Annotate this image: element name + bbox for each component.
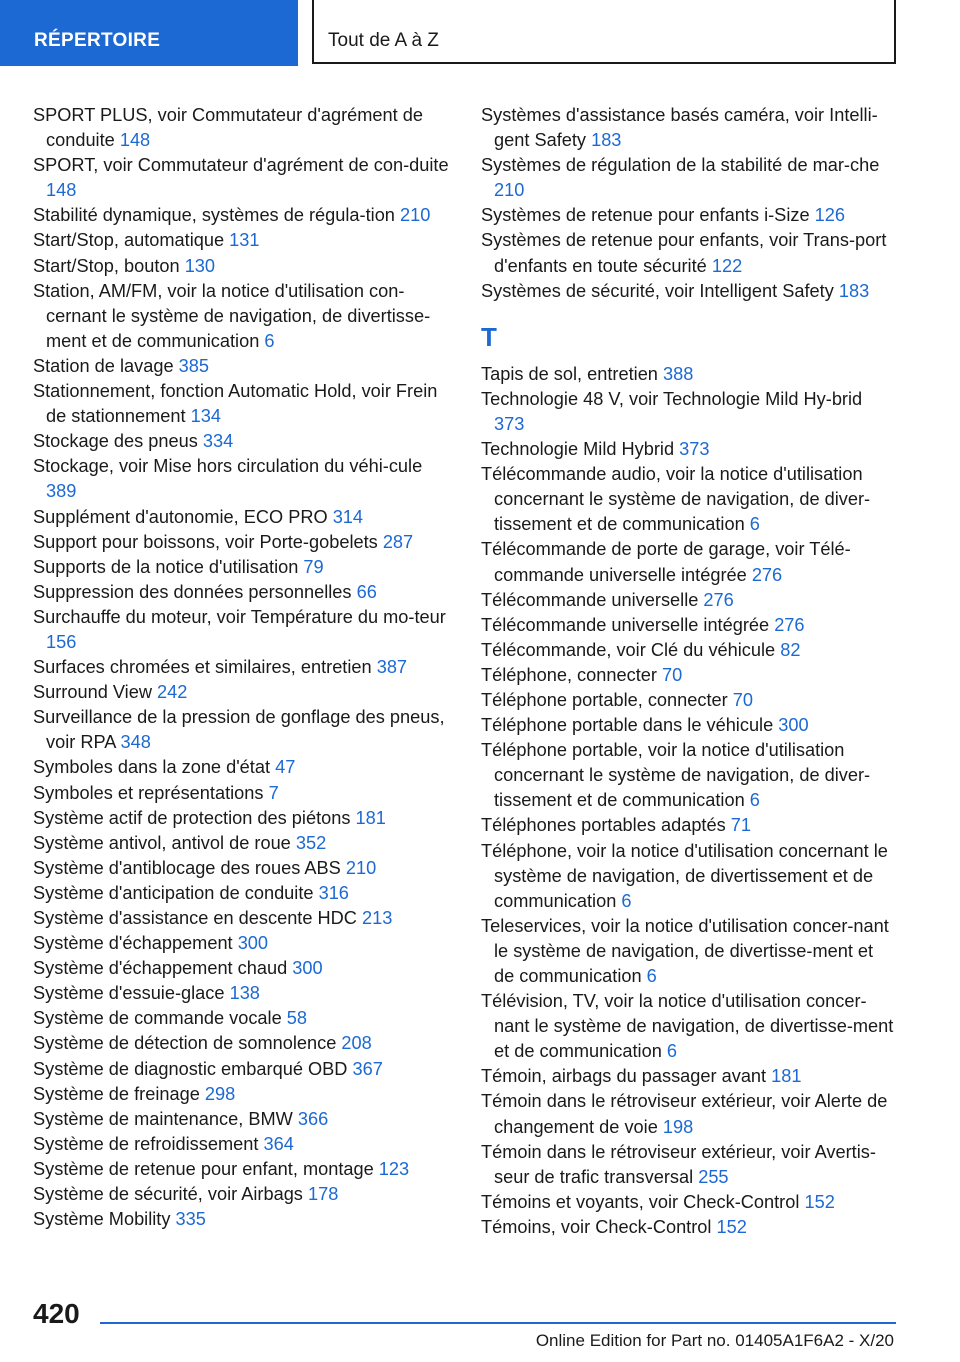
entry-term: Systèmes de régulation de la stabilité de mar-che <box>481 155 880 176</box>
index-entry <box>481 738 897 813</box>
page-link[interactable]: 7 <box>268 782 279 803</box>
entry-term: Témoin dans le rétroviseur extérieur, voir Alerte de changement de voie <box>481 1091 888 1137</box>
page-number: 420 <box>33 1298 80 1329</box>
page-link[interactable]: 348 <box>120 732 151 753</box>
entry-term: Système de maintenance, BMW <box>33 1108 293 1129</box>
entry-term: Surveillance de la pression de gonflage des pneus, voir RPA <box>33 707 445 753</box>
entry-term: Télévision, TV, voir la notice d'utilisation concer-nant le système de navigation, de divertisse-ment et de communication <box>481 991 894 1062</box>
page-link[interactable]: 314 <box>332 506 364 527</box>
entry-term: Système Mobility <box>33 1209 171 1230</box>
entry-term: Technologie 48 V, voir Technologie Mild Hy-brid <box>481 388 863 409</box>
entry-term: Téléphone portable dans le véhicule <box>481 715 774 736</box>
entry-term: Système d'échappement <box>33 933 233 954</box>
page-link[interactable]: 183 <box>591 130 622 151</box>
entry-term: Stationnement, fonction Automatic Hold, voir Frein de stationnement <box>33 381 438 427</box>
letter-heading: T <box>481 321 497 352</box>
index-entry <box>33 1006 453 1031</box>
entry-term: Systèmes de retenue pour enfants, voir Trans-port d'enfants en toute sécurité <box>481 230 887 276</box>
index-entry <box>481 203 897 228</box>
index-entry <box>481 1215 897 1240</box>
page-link[interactable]: 6 <box>621 890 632 911</box>
page-link[interactable]: 130 <box>184 255 216 276</box>
page-link[interactable]: 389 <box>46 481 77 502</box>
entry-term: Stockage des pneus <box>33 431 198 452</box>
page-link[interactable]: 276 <box>751 564 783 585</box>
index-entry <box>33 1132 453 1157</box>
entry-term: Téléphone portable, connecter <box>481 689 728 710</box>
page-link[interactable]: 335 <box>175 1209 206 1230</box>
index-entry <box>33 831 453 856</box>
page-link[interactable]: 6 <box>264 330 275 351</box>
page-link[interactable]: 181 <box>355 807 386 828</box>
page-link[interactable]: 385 <box>178 355 209 376</box>
index-entry <box>33 755 453 780</box>
footer-divider <box>100 1322 896 1324</box>
index-entry <box>33 555 453 580</box>
index-entry <box>481 1064 897 1089</box>
index-group-t <box>481 362 897 1240</box>
entry-term: Système d'échappement chaud <box>33 958 288 979</box>
page-link[interactable]: 300 <box>292 958 323 979</box>
index-entry <box>481 462 897 537</box>
index-entry <box>33 956 453 981</box>
page-link[interactable]: 178 <box>307 1184 339 1205</box>
index-entry <box>481 688 897 713</box>
index-entry <box>33 1182 453 1207</box>
index-entry <box>33 580 453 605</box>
page-link[interactable]: 134 <box>190 406 221 427</box>
index-entry <box>33 505 453 530</box>
page-link[interactable]: 126 <box>814 205 845 226</box>
entry-term: Système d'assistance en descente HDC <box>33 908 357 928</box>
entry-term: Système d'antiblocage des roues ABS <box>33 857 341 878</box>
entry-term: Système de freinage <box>33 1083 200 1104</box>
index-entry <box>481 914 897 989</box>
index-entry <box>33 1057 453 1082</box>
entry-term: Surfaces chromées et similaires, entretien <box>33 657 372 678</box>
index-entry <box>33 153 453 203</box>
entry-term: Téléphone, connecter <box>481 664 657 685</box>
index-entry <box>33 103 453 153</box>
page-header <box>0 0 960 66</box>
entry-term: Système de retenue pour enfant, montage <box>33 1158 374 1179</box>
chapter-title: Tout de A à Z <box>312 0 896 64</box>
index-entry <box>481 103 897 153</box>
page-link[interactable]: 152 <box>804 1191 835 1212</box>
page-link[interactable]: 300 <box>237 933 269 954</box>
index-entry <box>481 638 897 663</box>
entry-term: Support pour boissons, voir Porte-gobelets <box>33 531 378 552</box>
page-link[interactable]: 82 <box>780 639 801 660</box>
index-entry <box>33 931 453 956</box>
index-entry <box>33 1082 453 1107</box>
page-link[interactable]: 367 <box>352 1058 383 1079</box>
index-entry <box>33 655 453 680</box>
entry-term: Témoins, voir Check-Control <box>481 1216 712 1237</box>
page-link[interactable]: 352 <box>295 832 327 853</box>
index-entry <box>481 1190 897 1215</box>
entry-term: Start/Stop, automatique <box>33 230 225 251</box>
page-link[interactable]: 316 <box>318 882 349 903</box>
index-entry <box>33 705 453 755</box>
page-link[interactable]: 387 <box>376 657 408 678</box>
page-link[interactable]: 210 <box>345 857 377 878</box>
page-link[interactable]: 6 <box>666 1041 678 1062</box>
index-entry <box>33 254 453 279</box>
page-link[interactable]: 300 <box>778 715 809 736</box>
index-entry <box>481 153 897 203</box>
page-link[interactable]: 156 <box>46 631 77 652</box>
entry-term: Suppression des données personnelles <box>33 581 352 602</box>
entry-term: Système de commande vocale <box>33 1008 282 1029</box>
index-entry <box>33 530 453 555</box>
entry-term: Teleservices, voir la notice d'utilisation concer-nant le système de navigation, de divertisse-ment et de communication <box>481 915 889 986</box>
page-link[interactable]: 123 <box>378 1158 410 1179</box>
page-link[interactable]: 6 <box>749 790 760 811</box>
entry-term: SPORT, voir Commutateur d'agrément de con-duite <box>33 155 449 176</box>
section-tab: RÉPERTOIRE <box>0 0 298 66</box>
entry-term: Télécommande universelle intégrée <box>481 614 770 635</box>
index-entry <box>481 1089 897 1139</box>
page-link[interactable]: 373 <box>679 439 710 460</box>
page-link[interactable]: 148 <box>46 180 77 201</box>
index-entry <box>481 663 897 688</box>
index-entry <box>33 906 453 931</box>
index-entry <box>33 379 453 429</box>
index-entry <box>481 537 897 587</box>
entry-term: Start/Stop, bouton <box>33 255 180 276</box>
page-link[interactable]: 131 <box>229 230 260 251</box>
index-entry <box>481 813 897 838</box>
index-entry <box>33 1107 453 1132</box>
entry-term: Système de refroidissement <box>33 1133 259 1154</box>
entry-term: Stockage, voir Mise hors circulation du véhi-cule <box>33 456 423 477</box>
entry-term: Tapis de sol, entretien <box>481 363 658 384</box>
entry-term: Témoin, airbags du passager avant <box>481 1066 767 1087</box>
index-entry <box>481 279 897 304</box>
page-link[interactable]: 208 <box>341 1033 372 1054</box>
entry-term: Station de lavage <box>33 355 174 376</box>
entry-term: Système d'essuie-glace <box>33 983 225 1004</box>
page-link[interactable]: 183 <box>838 280 870 301</box>
entry-term: Téléphone portable, voir la notice d'utilisation concernant le système de navigation, de diver-tissement et de communication <box>481 740 871 811</box>
page-link[interactable]: 70 <box>732 689 754 710</box>
index-entry <box>33 856 453 881</box>
entry-term: Télécommande, voir Clé du véhicule <box>481 639 776 660</box>
page-link[interactable]: 298 <box>204 1083 236 1104</box>
entry-term: Surround View <box>33 682 152 703</box>
entry-term: Systèmes de retenue pour enfants i-Size <box>481 205 810 226</box>
page-link[interactable]: 242 <box>157 682 188 703</box>
page-link[interactable]: 70 <box>662 664 683 685</box>
page-link[interactable]: 276 <box>774 614 805 635</box>
page-link[interactable]: 373 <box>494 413 525 434</box>
index-entry <box>33 1207 453 1232</box>
entry-term: Télécommande de porte de garage, voir Télé-commande universelle intégrée <box>481 539 851 585</box>
index-entry <box>33 605 453 655</box>
index-entry <box>481 228 897 278</box>
index-entry <box>33 1031 453 1056</box>
page-link[interactable]: 138 <box>229 983 260 1004</box>
entry-term: Surchauffe du moteur, voir Température du mo-teur <box>33 606 446 627</box>
entry-term: Système d'anticipation de conduite <box>33 882 314 903</box>
page-link[interactable]: 122 <box>711 255 743 276</box>
index-entry <box>33 680 453 705</box>
index-entry <box>481 989 897 1064</box>
entry-term: Témoin dans le rétroviseur extérieur, voir Avertis-seur de trafic transversal <box>481 1141 876 1187</box>
entry-term: Téléphones portables adaptés <box>481 815 726 836</box>
page-link[interactable]: 66 <box>356 581 377 602</box>
entry-term: Symboles dans la zone d'état <box>33 757 271 778</box>
entry-term: Systèmes d'assistance basés caméra, voir Intelli-gent Safety <box>481 105 878 151</box>
entry-term: Stabilité dynamique, systèmes de régula-tion <box>33 205 395 226</box>
index-entry <box>481 839 897 914</box>
index-entry <box>481 588 897 613</box>
index-entry <box>481 437 897 462</box>
page-link[interactable]: 210 <box>399 205 431 226</box>
page-link[interactable]: 334 <box>202 431 234 452</box>
page-link[interactable]: 210 <box>494 180 525 201</box>
index-entry <box>33 981 453 1006</box>
index-entry <box>481 362 897 387</box>
index-entry <box>33 429 453 454</box>
page-link[interactable]: 47 <box>275 757 296 778</box>
index-entry <box>481 613 897 638</box>
index-entry <box>33 806 453 831</box>
page-link[interactable]: 71 <box>730 815 751 836</box>
page-link[interactable]: 79 <box>303 556 324 577</box>
page-link[interactable]: 148 <box>119 130 151 151</box>
entry-term: Technologie Mild Hybrid <box>481 439 675 460</box>
page-link[interactable]: 58 <box>286 1008 307 1029</box>
entry-term: Station, AM/FM, voir la notice d'utilisation con-cernant le système de navigation, de divertisse-ment et de communication <box>33 280 431 351</box>
entry-term: Télécommande universelle <box>481 589 699 610</box>
edition-note: Online Edition for Part no. 01405A1F6A2 - X/20 <box>535 1331 894 1350</box>
entry-term: Télécommande audio, voir la notice d'utilisation concernant le système de navigation, de diver-tissement et de communication <box>481 464 871 535</box>
page-link[interactable]: 287 <box>382 531 414 552</box>
index-entry <box>33 781 453 806</box>
index-entry <box>33 881 453 906</box>
index-column-right <box>481 103 897 1240</box>
index-entry <box>33 279 453 354</box>
index-entry <box>33 354 453 379</box>
entry-term: SPORT PLUS, voir Commutateur d'agrément de conduite <box>33 105 423 151</box>
entry-term: Système actif de protection des piétons <box>33 807 351 828</box>
page-link[interactable]: 276 <box>703 589 734 610</box>
page-link[interactable]: 6 <box>646 966 657 986</box>
index-entry <box>481 387 897 437</box>
entry-term: Supplément d'autonomie, ECO PRO <box>33 506 328 527</box>
entry-term: Systèmes de sécurité, voir Intelligent Safety <box>481 280 834 301</box>
index-entry <box>33 203 453 228</box>
entry-term: Système de détection de somnolence <box>33 1033 337 1054</box>
index-group-s <box>481 103 897 304</box>
index-entry <box>33 1157 453 1182</box>
entry-term: Système de sécurité, voir Airbags <box>33 1184 303 1205</box>
index-entry <box>33 228 453 253</box>
entry-term: Téléphone, voir la notice d'utilisation concernant le système de navigation, de divertissement et de communication <box>481 840 888 911</box>
index-entry <box>481 1140 897 1190</box>
page-link[interactable]: 213 <box>362 908 393 928</box>
entry-term: Supports de la notice d'utilisation <box>33 556 299 577</box>
index-entry <box>33 454 453 504</box>
page-link[interactable]: 255 <box>698 1166 729 1187</box>
page-link[interactable]: 364 <box>263 1133 294 1154</box>
entry-term: Système de diagnostic embarqué OBD <box>33 1058 348 1079</box>
index-entry <box>481 713 897 738</box>
entry-term: Témoins et voyants, voir Check-Control <box>481 1191 800 1212</box>
page-link[interactable]: 198 <box>662 1116 694 1137</box>
index-column-left <box>33 103 453 1232</box>
page-link[interactable]: 152 <box>716 1216 747 1237</box>
page-link[interactable]: 366 <box>297 1108 329 1129</box>
page-link[interactable]: 6 <box>749 514 760 535</box>
entry-term: Système antivol, antivol de roue <box>33 832 291 853</box>
entry-term: Symboles et représentations <box>33 782 264 803</box>
page-link[interactable]: 181 <box>771 1066 802 1087</box>
page-link[interactable]: 388 <box>663 363 694 384</box>
